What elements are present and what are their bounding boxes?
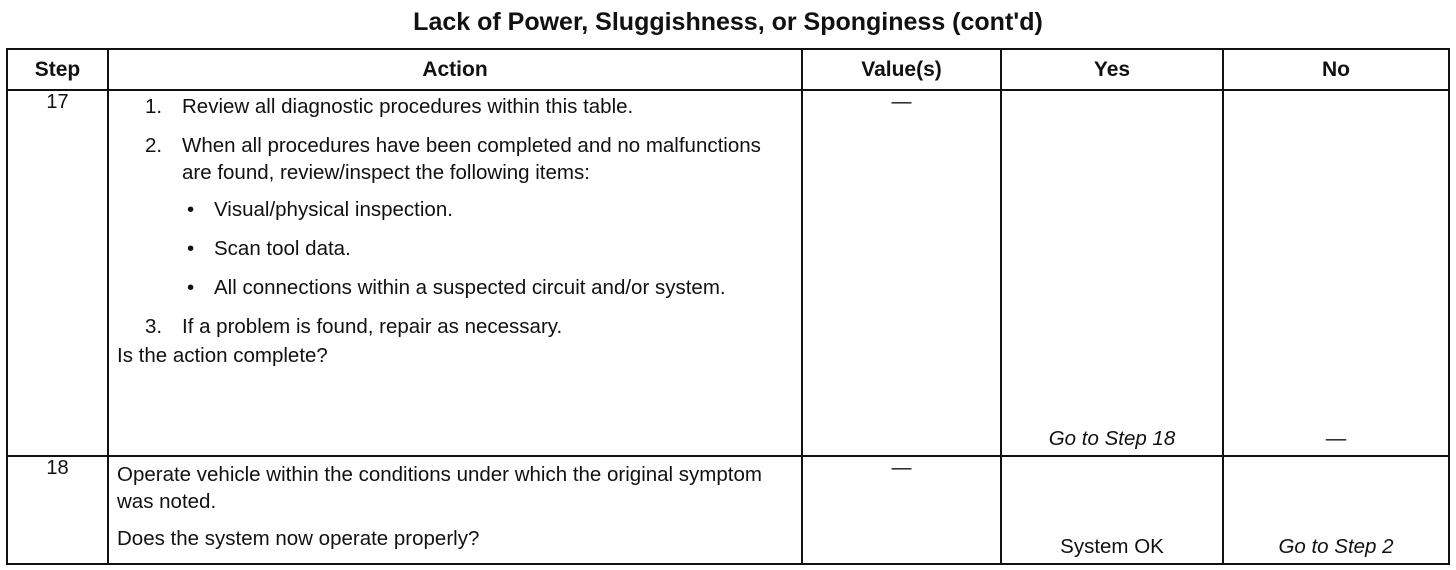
yes-result: Go to Step 18: [1048, 427, 1176, 450]
list-item: [117, 313, 791, 340]
list-number: 3.: [145, 315, 163, 338]
table-row-step-18: [7, 456, 1449, 564]
list-item-text: Review all diagnostic procedures within this table.: [182, 95, 634, 118]
list-item-text: When all procedures have been completed and no malfunctions are found, review/inspect the following items:: [182, 134, 761, 184]
bullet-text: All connections within a suspected circuit and/or system.: [214, 276, 726, 299]
action-question: Is the action complete?: [117, 344, 328, 367]
action-cell: [108, 456, 802, 564]
value-cell: —: [802, 90, 1001, 456]
step-number: 18: [7, 456, 108, 564]
header-no: No: [1223, 49, 1449, 90]
value-cell: —: [802, 456, 1001, 564]
list-number: 2.: [145, 134, 163, 157]
page-title: Lack of Power, Sluggishness, or Sponginess (cont'd): [413, 8, 1043, 36]
bullet-item: [117, 274, 791, 301]
list-item: [117, 132, 791, 301]
bullet-text: Visual/physical inspection.: [214, 198, 453, 221]
action-question: Does the system now operate properly?: [117, 527, 480, 550]
no-result: Go to Step 2: [1278, 535, 1394, 558]
bullet-icon: •: [187, 276, 195, 299]
bullet-item: [117, 235, 791, 262]
list-number: 1.: [145, 95, 163, 118]
header-step: Step: [7, 49, 108, 90]
header-action: Action: [108, 49, 802, 90]
bullet-list: [117, 196, 791, 301]
no-result: —: [1325, 427, 1347, 450]
yes-result: System OK: [1060, 535, 1164, 558]
action-cell: [108, 90, 802, 456]
header-yes: Yes: [1001, 49, 1223, 90]
list-item: [117, 93, 791, 120]
no-cell: [1223, 456, 1449, 564]
bullet-icon: •: [187, 198, 195, 221]
bullet-icon: •: [187, 237, 195, 260]
header-values: Value(s): [802, 49, 1001, 90]
list-item-text: If a problem is found, repair as necessary.: [182, 315, 563, 338]
bullet-item: [117, 196, 791, 223]
table-header-row: [7, 49, 1449, 90]
bullet-text: Scan tool data.: [214, 237, 351, 260]
action-text: Operate vehicle within the conditions under which the original symptom was noted.: [117, 463, 762, 513]
numbered-list: [117, 93, 791, 340]
yes-cell: [1001, 456, 1223, 564]
yes-cell: [1001, 90, 1223, 456]
diagnostic-table: [6, 48, 1450, 565]
no-cell: [1223, 90, 1449, 456]
step-number: 17: [7, 90, 108, 456]
table-row-step-17: [7, 90, 1449, 456]
